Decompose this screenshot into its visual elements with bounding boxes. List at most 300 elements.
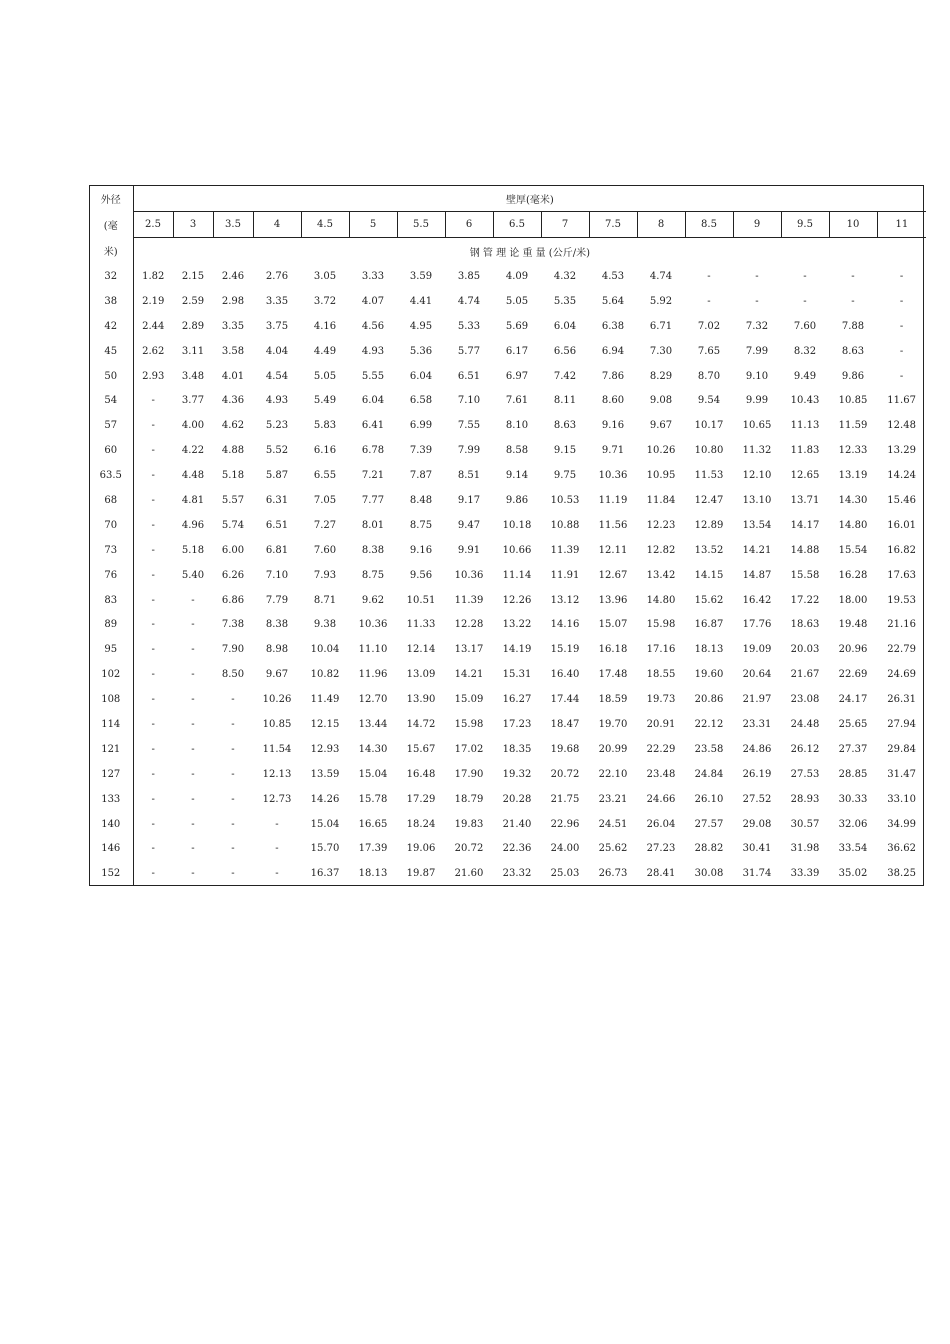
weight-cell: 20.72 bbox=[550, 768, 580, 780]
outer-diameter-cell: 102 bbox=[89, 662, 133, 687]
weight-cell: 30.33 bbox=[838, 793, 868, 805]
weight-cell: 16.28 bbox=[838, 569, 868, 581]
weight-cell: 9.38 bbox=[313, 619, 337, 631]
weight-cell: 12.47 bbox=[694, 494, 724, 506]
weight-cell: 15.04 bbox=[358, 768, 388, 780]
wall-thickness-title: 壁厚(毫米) bbox=[133, 185, 926, 212]
weight-cell: 8.63 bbox=[553, 420, 577, 432]
weight-cell: 5.55 bbox=[361, 370, 385, 382]
weight-cell: 10.04 bbox=[310, 644, 340, 656]
weight-cell: - bbox=[851, 295, 855, 307]
table-row bbox=[89, 787, 926, 812]
weight-cell: 9.15 bbox=[553, 445, 577, 457]
weight-cell: 11.33 bbox=[406, 619, 436, 631]
weight-cell: 4.88 bbox=[221, 445, 245, 457]
outer-diameter-cell: 121 bbox=[89, 737, 133, 762]
weight-cell: 6.17 bbox=[505, 345, 529, 357]
weight-cell: 14.26 bbox=[310, 793, 340, 805]
weight-cell: 13.22 bbox=[502, 619, 532, 631]
weight-cell: 2.44 bbox=[142, 320, 165, 332]
weight-cell: 26.04 bbox=[646, 818, 676, 830]
weight-cell: 3.77 bbox=[181, 395, 205, 407]
weight-cell: 4.93 bbox=[361, 345, 385, 357]
weight-cell: 10.85 bbox=[838, 395, 868, 407]
outer-diameter-cell: 146 bbox=[89, 836, 133, 861]
weight-cell: 5.87 bbox=[265, 470, 289, 482]
weight-cell: - bbox=[151, 718, 155, 730]
weight-cell: 12.73 bbox=[262, 793, 292, 805]
weight-cell: 7.65 bbox=[697, 345, 721, 357]
weight-cell: - bbox=[899, 345, 904, 357]
weight-cell: 14.15 bbox=[694, 569, 724, 581]
weight-cell: 4.16 bbox=[313, 320, 337, 332]
weight-cell: 22.10 bbox=[598, 768, 628, 780]
weight-cell: 11.39 bbox=[550, 544, 580, 556]
table-row bbox=[89, 812, 926, 837]
weight-cell: 12.70 bbox=[358, 694, 388, 706]
weight-cell: 5.64 bbox=[601, 295, 625, 307]
weight-cell: 7.90 bbox=[221, 644, 245, 656]
weight-cell: 10.17 bbox=[694, 420, 724, 432]
weight-cell: 24.84 bbox=[694, 768, 724, 780]
weight-cell: 5.23 bbox=[265, 420, 289, 432]
weight-cell: 6.51 bbox=[265, 519, 289, 531]
weight-cell: 14.30 bbox=[358, 743, 388, 755]
weight-cell: 5.05 bbox=[505, 295, 529, 307]
weight-cell: - bbox=[707, 270, 711, 282]
thickness-header-cell: 2.5 bbox=[133, 212, 173, 238]
weight-cell: - bbox=[151, 494, 155, 506]
weight-cell: 11.10 bbox=[358, 644, 388, 656]
weight-cell: 23.48 bbox=[646, 768, 676, 780]
weight-cell: 30.08 bbox=[694, 868, 724, 880]
weight-cell: 10.65 bbox=[742, 420, 772, 432]
weight-cell: 6.04 bbox=[361, 395, 385, 407]
weight-cell: - bbox=[899, 295, 904, 307]
weight-cell: 16.82 bbox=[887, 544, 916, 556]
outer-diameter-cell: 38 bbox=[89, 289, 133, 314]
table-row bbox=[89, 588, 926, 613]
weight-cell: 8.51 bbox=[457, 470, 481, 482]
weight-cell: 23.21 bbox=[598, 793, 628, 805]
weight-cell: 10.26 bbox=[646, 445, 676, 457]
weight-cell: 6.58 bbox=[409, 395, 433, 407]
weight-cell: - bbox=[231, 768, 235, 780]
weight-cell: 16.01 bbox=[887, 519, 916, 531]
weight-cell: 6.00 bbox=[221, 544, 245, 556]
weight-cell: 2.89 bbox=[181, 320, 205, 332]
weight-cell: 19.09 bbox=[742, 644, 772, 656]
weight-cell: 5.83 bbox=[313, 420, 337, 432]
weight-cell: 26.12 bbox=[790, 743, 820, 755]
weight-cell: 7.21 bbox=[361, 470, 385, 482]
weight-cell: 13.29 bbox=[887, 445, 916, 457]
weight-cell: 21.60 bbox=[454, 868, 484, 880]
weight-cell: - bbox=[231, 743, 235, 755]
weight-cell: 24.48 bbox=[790, 718, 820, 730]
weight-cell: 7.39 bbox=[409, 445, 433, 457]
table-row bbox=[89, 563, 926, 588]
weight-cell: 27.37 bbox=[838, 743, 868, 755]
weight-cell: 21.97 bbox=[742, 694, 772, 706]
weight-cell: 25.62 bbox=[598, 843, 628, 855]
weight-cell: 1.82 bbox=[142, 270, 165, 282]
weight-cell: 10.82 bbox=[310, 669, 340, 681]
weight-cell: 7.60 bbox=[313, 544, 337, 556]
weight-cell: 6.55 bbox=[313, 470, 337, 482]
weight-cell: 15.98 bbox=[454, 718, 484, 730]
weight-cell: 13.12 bbox=[550, 594, 580, 606]
weight-cell: 17.22 bbox=[790, 594, 820, 606]
weight-cell: 16.42 bbox=[742, 594, 772, 606]
weight-cell: 32.06 bbox=[838, 818, 868, 830]
weight-cell: - bbox=[707, 295, 711, 307]
weight-cell: - bbox=[151, 768, 155, 780]
weight-cell: - bbox=[191, 644, 195, 656]
weight-cell: - bbox=[151, 793, 155, 805]
weight-cell: 33.10 bbox=[887, 793, 916, 805]
weight-cell: 24.66 bbox=[646, 793, 676, 805]
weight-cell: 10.36 bbox=[598, 470, 628, 482]
thickness-header-cell: 10 bbox=[829, 212, 877, 238]
weight-cell: - bbox=[231, 694, 235, 706]
weight-cell: 9.17 bbox=[457, 494, 481, 506]
weight-cell: 11.19 bbox=[598, 494, 628, 506]
weight-cell: 19.32 bbox=[502, 768, 532, 780]
weight-cell: 14.87 bbox=[742, 569, 772, 581]
weight-cell: - bbox=[275, 818, 279, 830]
weight-cell: 9.75 bbox=[553, 470, 577, 482]
weight-cell: 6.99 bbox=[409, 420, 433, 432]
outer-diameter-cell: 114 bbox=[89, 712, 133, 737]
header-row-thicknesses bbox=[89, 212, 926, 238]
header-row-thickness-title bbox=[89, 185, 926, 212]
weight-cell: 6.71 bbox=[649, 320, 673, 332]
weight-cell: 13.90 bbox=[406, 694, 436, 706]
table-row bbox=[89, 538, 926, 563]
table-row bbox=[89, 513, 926, 538]
weight-cell: 12.15 bbox=[310, 718, 340, 730]
weight-cell: 24.86 bbox=[742, 743, 772, 755]
weight-cell: 14.16 bbox=[550, 619, 580, 631]
weight-cell: - bbox=[191, 793, 195, 805]
weight-cell: 12.23 bbox=[646, 519, 676, 531]
header-row-weight-title bbox=[89, 238, 926, 265]
weight-cell: 6.38 bbox=[601, 320, 625, 332]
weight-cell: 20.99 bbox=[598, 743, 628, 755]
weight-cell: 22.96 bbox=[550, 818, 580, 830]
weight-cell: 8.32 bbox=[793, 345, 817, 357]
weight-cell: 2.76 bbox=[265, 270, 289, 282]
table-row bbox=[89, 737, 926, 762]
weight-cell: 9.56 bbox=[409, 569, 433, 581]
thickness-header-cell: 8 bbox=[637, 212, 685, 238]
weight-cell: 11.13 bbox=[790, 420, 820, 432]
table-row bbox=[89, 612, 926, 637]
weight-cell: 4.93 bbox=[265, 395, 289, 407]
weight-cell: 9.14 bbox=[505, 470, 529, 482]
weight-cell: 22.12 bbox=[694, 718, 724, 730]
weight-cell: 9.67 bbox=[265, 669, 289, 681]
weight-cell: 17.76 bbox=[742, 619, 772, 631]
weight-cell: 2.98 bbox=[221, 295, 245, 307]
outer-diameter-cell: 32 bbox=[89, 264, 133, 289]
weight-cell: - bbox=[191, 868, 195, 880]
outer-diameter-cell: 63.5 bbox=[89, 463, 133, 488]
weight-cell: - bbox=[191, 669, 195, 681]
weight-cell: - bbox=[755, 295, 759, 307]
weight-cell: 3.11 bbox=[181, 345, 205, 357]
weight-cell: 18.59 bbox=[598, 694, 628, 706]
weight-cell: 17.29 bbox=[406, 793, 436, 805]
weight-cell: 5.92 bbox=[649, 295, 673, 307]
table-row bbox=[89, 712, 926, 737]
weight-cell: 12.26 bbox=[502, 594, 532, 606]
weight-cell: 10.36 bbox=[358, 619, 388, 631]
weight-cell: 24.69 bbox=[887, 669, 916, 681]
weight-cell: 18.13 bbox=[358, 868, 388, 880]
weight-cell: 13.42 bbox=[646, 569, 676, 581]
weight-cell: 4.56 bbox=[361, 320, 385, 332]
weight-cell: - bbox=[151, 395, 155, 407]
weight-cell: 13.71 bbox=[790, 494, 820, 506]
weight-cell: 25.03 bbox=[550, 868, 580, 880]
weight-cell: 10.51 bbox=[406, 594, 436, 606]
weight-cell: 12.48 bbox=[887, 420, 916, 432]
weight-cell: 4.00 bbox=[181, 420, 205, 432]
weight-cell: 17.90 bbox=[454, 768, 484, 780]
weight-cell: 4.01 bbox=[221, 370, 245, 382]
weight-cell: 28.41 bbox=[646, 868, 676, 880]
weight-cell: 6.41 bbox=[361, 420, 385, 432]
outer-diameter-cell: 127 bbox=[89, 762, 133, 787]
weight-cell: 2.62 bbox=[142, 345, 165, 357]
weight-cell: 15.54 bbox=[838, 544, 868, 556]
weight-cell: 17.02 bbox=[454, 743, 484, 755]
table-row bbox=[89, 687, 926, 712]
weight-cell: 34.99 bbox=[887, 818, 916, 830]
table-row bbox=[89, 488, 926, 513]
weight-cell: 26.31 bbox=[887, 694, 916, 706]
weight-cell: 8.71 bbox=[313, 594, 337, 606]
weight-cell: 12.67 bbox=[598, 569, 628, 581]
weight-cell: - bbox=[231, 843, 235, 855]
weight-cell: 7.79 bbox=[265, 594, 289, 606]
weight-cell: 9.67 bbox=[649, 420, 673, 432]
weight-cell: 12.65 bbox=[790, 470, 820, 482]
weight-cell: 10.18 bbox=[502, 519, 532, 531]
weight-cell: - bbox=[191, 619, 195, 631]
weight-cell: 8.10 bbox=[505, 420, 529, 432]
weight-cell: 13.09 bbox=[406, 669, 436, 681]
outer-diameter-cell: 152 bbox=[89, 861, 133, 886]
weight-cell: - bbox=[151, 470, 155, 482]
weight-cell: 5.77 bbox=[457, 345, 481, 357]
weight-cell: 15.70 bbox=[310, 843, 340, 855]
weight-cell: 24.17 bbox=[838, 694, 868, 706]
weight-cell: 11.53 bbox=[694, 470, 724, 482]
weight-cell: 14.72 bbox=[406, 718, 436, 730]
weight-cell: 11.49 bbox=[310, 694, 340, 706]
weight-cell: 8.98 bbox=[265, 644, 289, 656]
table-row bbox=[89, 388, 926, 413]
weight-cell: 12.13 bbox=[262, 768, 292, 780]
weight-cell: 14.24 bbox=[887, 470, 916, 482]
weight-cell: 11.39 bbox=[454, 594, 484, 606]
outer-diameter-cell: 140 bbox=[89, 812, 133, 837]
weight-cell: 27.23 bbox=[646, 843, 676, 855]
weight-cell: - bbox=[803, 295, 807, 307]
weight-cell: 4.36 bbox=[221, 395, 245, 407]
weight-cell: 22.69 bbox=[838, 669, 868, 681]
weight-cell: 10.53 bbox=[550, 494, 580, 506]
weight-cell: 16.37 bbox=[310, 868, 340, 880]
weight-cell: - bbox=[851, 270, 855, 282]
weight-cell: 18.35 bbox=[502, 743, 532, 755]
weight-cell: 4.54 bbox=[265, 370, 289, 382]
outer-diameter-cell: 42 bbox=[89, 314, 133, 339]
outer-diameter-label-line2: (毫 bbox=[89, 212, 133, 238]
weight-cell: - bbox=[275, 868, 279, 880]
weight-cell: 14.17 bbox=[790, 519, 820, 531]
weight-cell: 7.93 bbox=[313, 569, 337, 581]
weight-cell: 8.50 bbox=[221, 669, 245, 681]
weight-cell: 13.17 bbox=[454, 644, 484, 656]
weight-cell: 9.99 bbox=[745, 395, 769, 407]
outer-diameter-cell: 133 bbox=[89, 787, 133, 812]
weight-cell: 27.52 bbox=[742, 793, 772, 805]
weight-cell: 7.87 bbox=[409, 470, 433, 482]
weight-cell: 3.05 bbox=[313, 270, 337, 282]
outer-diameter-cell: 95 bbox=[89, 637, 133, 662]
weight-cell: 8.48 bbox=[409, 494, 433, 506]
table-row bbox=[89, 463, 926, 488]
outer-diameter-cell: 54 bbox=[89, 388, 133, 413]
weight-cell: 4.22 bbox=[181, 445, 205, 457]
outer-diameter-cell: 45 bbox=[89, 339, 133, 364]
weight-cell: 10.85 bbox=[262, 718, 292, 730]
weight-cell: - bbox=[151, 569, 155, 581]
weight-cell: 3.33 bbox=[361, 270, 385, 282]
weight-cell: 21.40 bbox=[502, 818, 532, 830]
thickness-header-cell: 5.5 bbox=[397, 212, 445, 238]
weight-cell: 36.62 bbox=[887, 843, 916, 855]
weight-cell: 4.95 bbox=[409, 320, 433, 332]
weight-cell: 7.61 bbox=[505, 395, 529, 407]
weight-cell: - bbox=[151, 669, 155, 681]
weight-cell: 27.53 bbox=[790, 768, 820, 780]
outer-diameter-cell: 108 bbox=[89, 687, 133, 712]
weight-cell: 8.38 bbox=[265, 619, 289, 631]
thickness-header-cell: 6.5 bbox=[493, 212, 541, 238]
weight-cell: 8.11 bbox=[553, 395, 577, 407]
weight-cell: 4.53 bbox=[601, 270, 625, 282]
weight-cell: 10.66 bbox=[502, 544, 532, 556]
weight-cell: 15.58 bbox=[790, 569, 820, 581]
weight-cell: 23.31 bbox=[742, 718, 772, 730]
weight-cell: 12.28 bbox=[454, 619, 484, 631]
weight-cell: - bbox=[231, 818, 235, 830]
weight-cell: 4.48 bbox=[181, 470, 205, 482]
weight-cell: 2.59 bbox=[181, 295, 205, 307]
weight-cell: 5.18 bbox=[181, 544, 205, 556]
outer-diameter-cell: 70 bbox=[89, 513, 133, 538]
weight-cell: 24.51 bbox=[598, 818, 628, 830]
weight-cell: 10.26 bbox=[262, 694, 292, 706]
weight-cell: 16.65 bbox=[358, 818, 388, 830]
weight-cell: - bbox=[191, 594, 195, 606]
weight-cell: 20.91 bbox=[646, 718, 676, 730]
weight-cell: 30.41 bbox=[742, 843, 772, 855]
weight-cell: 13.19 bbox=[838, 470, 868, 482]
weight-cell: 12.33 bbox=[838, 445, 868, 457]
weight-cell: 4.07 bbox=[361, 295, 385, 307]
weight-cell: 5.57 bbox=[221, 494, 245, 506]
weight-cell: 6.04 bbox=[409, 370, 433, 382]
weight-cell: 9.08 bbox=[649, 395, 673, 407]
weight-cell: 7.05 bbox=[313, 494, 337, 506]
weight-cell: 8.38 bbox=[361, 544, 385, 556]
weight-cell: 15.04 bbox=[310, 818, 340, 830]
weight-cell: 2.19 bbox=[142, 295, 165, 307]
weight-cell: - bbox=[151, 868, 155, 880]
weight-cell: 30.57 bbox=[790, 818, 820, 830]
weight-cell: 5.49 bbox=[313, 395, 337, 407]
weight-cell: 11.84 bbox=[646, 494, 676, 506]
weight-cell: - bbox=[151, 594, 155, 606]
weight-cell: 12.82 bbox=[646, 544, 676, 556]
weight-cell: 2.46 bbox=[221, 270, 245, 282]
weight-cell: - bbox=[803, 270, 807, 282]
weight-cell: 7.77 bbox=[361, 494, 385, 506]
weight-cell: 9.10 bbox=[745, 370, 769, 382]
outer-diameter-cell: 57 bbox=[89, 413, 133, 438]
weight-cell: 18.79 bbox=[454, 793, 484, 805]
weight-cell: 3.85 bbox=[457, 270, 481, 282]
weight-cell: 11.14 bbox=[502, 569, 532, 581]
weight-cell: 11.67 bbox=[887, 395, 916, 407]
weight-cell: 26.73 bbox=[598, 868, 628, 880]
weight-cell: 17.16 bbox=[646, 644, 676, 656]
weight-cell: 28.85 bbox=[838, 768, 868, 780]
weight-cell: 4.62 bbox=[221, 420, 245, 432]
weight-cell: - bbox=[191, 843, 195, 855]
weight-cell: 4.32 bbox=[553, 270, 577, 282]
weight-cell: 17.44 bbox=[550, 694, 580, 706]
weight-cell: 12.11 bbox=[598, 544, 628, 556]
weight-cell: 3.35 bbox=[265, 295, 289, 307]
weight-cell: 8.58 bbox=[505, 445, 529, 457]
weight-cell: 11.83 bbox=[790, 445, 820, 457]
weight-cell: 31.47 bbox=[887, 768, 916, 780]
weight-cell: 10.95 bbox=[646, 470, 676, 482]
weight-cell: 3.59 bbox=[409, 270, 433, 282]
weight-cell: 18.00 bbox=[838, 594, 868, 606]
weight-cell: 6.04 bbox=[553, 320, 577, 332]
weight-cell: 5.40 bbox=[181, 569, 205, 581]
weight-cell: - bbox=[899, 370, 904, 382]
weight-cell: - bbox=[191, 768, 195, 780]
weight-cell: 7.60 bbox=[793, 320, 817, 332]
weight-cell: 7.55 bbox=[457, 420, 481, 432]
outer-diameter-cell: 76 bbox=[89, 563, 133, 588]
weight-cell: 28.82 bbox=[694, 843, 724, 855]
weight-cell: 5.33 bbox=[457, 320, 481, 332]
weight-cell: 15.78 bbox=[358, 793, 388, 805]
weight-cell: 19.73 bbox=[646, 694, 676, 706]
weight-cell: 7.32 bbox=[745, 320, 769, 332]
weight-cell: 4.49 bbox=[313, 345, 337, 357]
